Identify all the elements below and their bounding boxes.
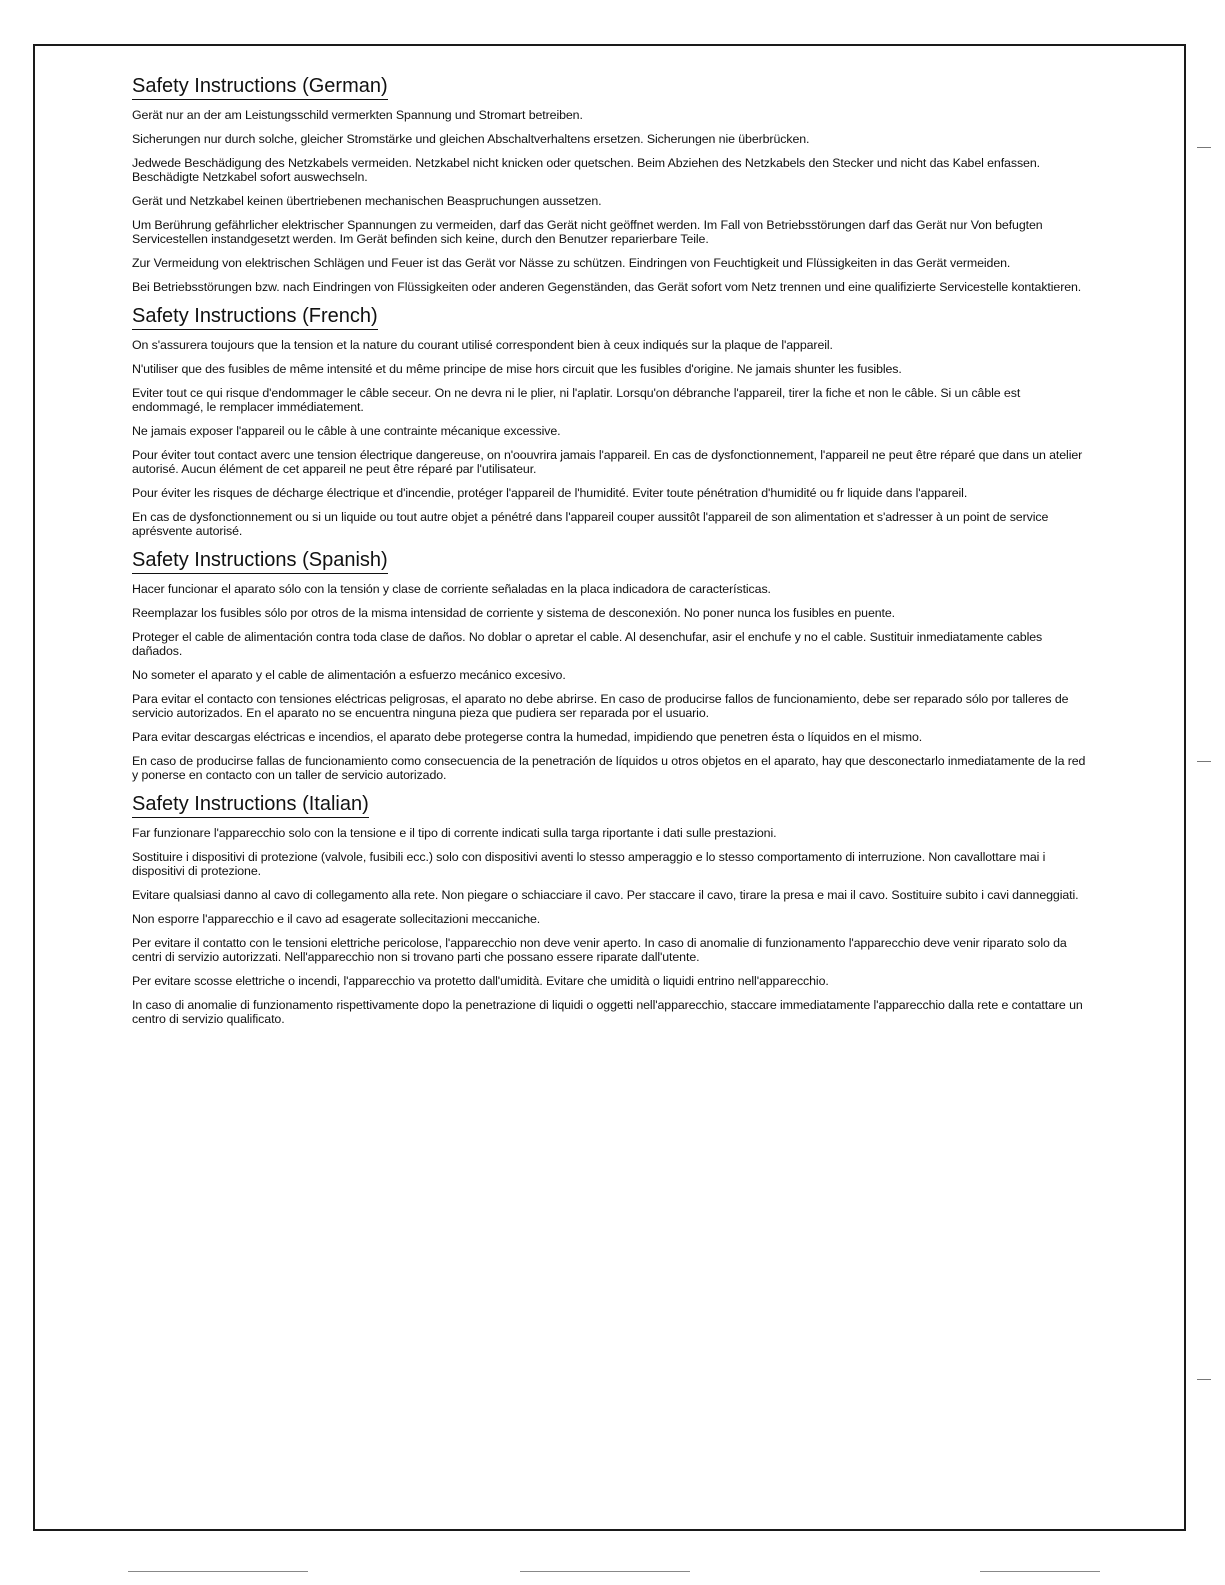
scan-line [128, 1571, 308, 1572]
paragraph: Per evitare il contatto con le tensioni elettriche pericolose, l'apparecchio non deve venir aperto. In caso di anomalie di funzionamento l'apparecchio deve venir riparato solo da centri di servizio autorizzati. Nell'apparecchio non si trovano parti che possano essere riparate dall'utente. [132, 936, 1067, 964]
document-body [132, 74, 1092, 1036]
paragraph: Non esporre l'apparecchio e il cavo ad esagerate sollecitazioni meccaniche. [132, 912, 541, 926]
paragraph: Pour éviter les risques de décharge électrique et d'incendie, protéger l'appareil de l'humidité. Eviter toute pénétration d'humidité ou fr liquide dans l'appareil. [132, 486, 968, 500]
paragraph: Pour éviter tout contact averc une tension électrique dangereuse, on n'oouvrira jamais l'appareil. En cas de dysfonctionnement, l'appareil ne peut être réparé que dans un atelier autorisé. Aucun élément de cet appareil ne peut être réparé par l'utilisateur. [132, 448, 1083, 476]
section-italian [132, 792, 1092, 1026]
paragraph: No someter el aparato y el cable de alimentación a esfuerzo mecánico excesivo. [132, 668, 566, 682]
paragraph: Jedwede Beschädigung des Netzkabels vermeiden. Netzkabel nicht knicken oder quetschen. Beim Abziehen des Netzkabels den Stecker und nicht das Kabel enfassen. Beschädigte Netzkabel sofort auswechseln. [132, 156, 1040, 184]
margin-tick [1197, 761, 1211, 762]
scan-line [980, 1571, 1100, 1572]
paragraph: Per evitare scosse elettriche o incendi, l'apparecchio va protetto dall'umidità. Evitare che umidità o liquidi entrino nell'apparecchio. [132, 974, 829, 988]
paragraph: Reemplazar los fusibles sólo por otros de la misma intensidad de corriente y sistema de desconexión. No poner nunca los fusibles en puente. [132, 606, 896, 620]
paragraph: Sostituire i dispositivi di protezione (valvole, fusibili ecc.) solo con dispositivi aventi lo stesso amperaggio e lo stesso comportamento di interruzione. Non cavallottare mai i dispositivi di protezione. [132, 850, 1046, 878]
paragraph: Bei Betriebsstörungen bzw. nach Eindringen von Flüssigkeiten oder anderen Gegenständen, das Gerät sofort vom Netz trennen und eine qualifizierte Servicestelle kontaktieren. [132, 280, 1082, 294]
section-title: Safety Instructions (Italian) [132, 792, 369, 818]
paragraph: Eviter tout ce qui risque d'endommager le câble seceur. On ne devra ni le plier, ni l'aplatir. Lorsqu'on débranche l'appareil, tirer la fiche et non le câble. Si un câble est endommagé, le remplacer immédiatement. [132, 386, 1021, 414]
paragraph: On s'assurera toujours que la tension et la nature du courant utilisé correspondent bien à ceux indiqués sur la plaque de l'appareil. [132, 338, 833, 352]
paragraph: Um Berührung gefährlicher elektrischer Spannungen zu vermeiden, darf das Gerät nicht geöffnet werden. Im Fall von Betriebsstörungen darf das Gerät nur Von befugten Servicestellen instandgesetzt werden. Im Gerät befinden sich keine, durch den Benutzer reparierbare Teile. [132, 218, 1043, 246]
paragraph: Gerät nur an der am Leistungsschild vermerkten Spannung und Stromart betreiben. [132, 108, 583, 122]
page-border [33, 44, 1186, 1531]
scan-line [520, 1571, 690, 1572]
paragraph: Ne jamais exposer l'appareil ou le câble à une contrainte mécanique excessive. [132, 424, 561, 438]
paragraph: Para evitar descargas eléctricas e incendios, el aparato debe protegerse contra la humedad, impidiendo que penetren ésta o líquidos en el mismo. [132, 730, 923, 744]
paragraph: Gerät und Netzkabel keinen übertriebenen mechanischen Beaspruchungen aussetzen. [132, 194, 602, 208]
section-title: Safety Instructions (Spanish) [132, 548, 388, 574]
paragraph: In caso di anomalie di funzionamento rispettivamente dopo la penetrazione di liquidi o oggetti nell'apparecchio, staccare immediatamente l'apparecchio dalla rete e contattare un centro di servizio qualificato. [132, 998, 1083, 1026]
paragraph: N'utiliser que des fusibles de même intensité et du même principe de mise hors circuit que les fusibles d'origine. Ne jamais shunter les fusibles. [132, 362, 902, 376]
section-title: Safety Instructions (German) [132, 74, 388, 100]
section-spanish [132, 548, 1092, 782]
paragraph: En caso de producirse fallas de funcionamiento como consecuencia de la penetración de líquidos u otros objetos en el aparato, hay que desconectarlo inmediatamente de la red y ponerse en contacto con un taller de servicio autorizado. [132, 754, 1086, 782]
paragraph: Far funzionare l'apparecchio solo con la tensione e il tipo di corrente indicati sulla targa riportante i dati sulle prestazioni. [132, 826, 777, 840]
paragraph: En cas de dysfonctionnement ou si un liquide ou tout autre objet a pénétré dans l'appareil couper aussitôt l'appareil de son alimentation et s'adresser à un point de service aprésvente autorisé. [132, 510, 1049, 538]
section-french [132, 304, 1092, 538]
margin-tick [1197, 1379, 1211, 1380]
margin-tick [1197, 147, 1211, 148]
paragraph: Evitare qualsiasi danno al cavo di collegamento alla rete. Non piegare o schiacciare il cavo. Per staccare il cavo, tirare la presa e mai il cavo. Sostituire subito i cavi danneggiati. [132, 888, 1079, 902]
section-german [132, 74, 1092, 294]
paragraph: Para evitar el contacto con tensiones eléctricas peligrosas, el aparato no debe abrirse. En caso de producirse fallos de funcionamiento, debe ser reparado sólo por talleres de servicio autorizados. En el aparato no se encuentra ninguna pieza que pudiera ser reparada por el usuario. [132, 692, 1069, 720]
paragraph: Proteger el cable de alimentación contra toda clase de daños. No doblar o apretar el cable. Al desenchufar, asir el enchufe y no el cable. Sustituir inmediatamente cables dañados. [132, 630, 1043, 658]
paragraph: Zur Vermeidung von elektrischen Schlägen und Feuer ist das Gerät vor Nässe zu schützen. Eindringen von Feuchtigkeit und Flüssigkeiten in das Gerät vermeiden. [132, 256, 1011, 270]
section-title: Safety Instructions (French) [132, 304, 378, 330]
paragraph: Sicherungen nur durch solche, gleicher Stromstärke und gleichen Abschaltverhaltens ersetzen. Sicherungen nie überbrücken. [132, 132, 810, 146]
paragraph: Hacer funcionar el aparato sólo con la tensión y clase de corriente señaladas en la placa indicadora de características. [132, 582, 771, 596]
